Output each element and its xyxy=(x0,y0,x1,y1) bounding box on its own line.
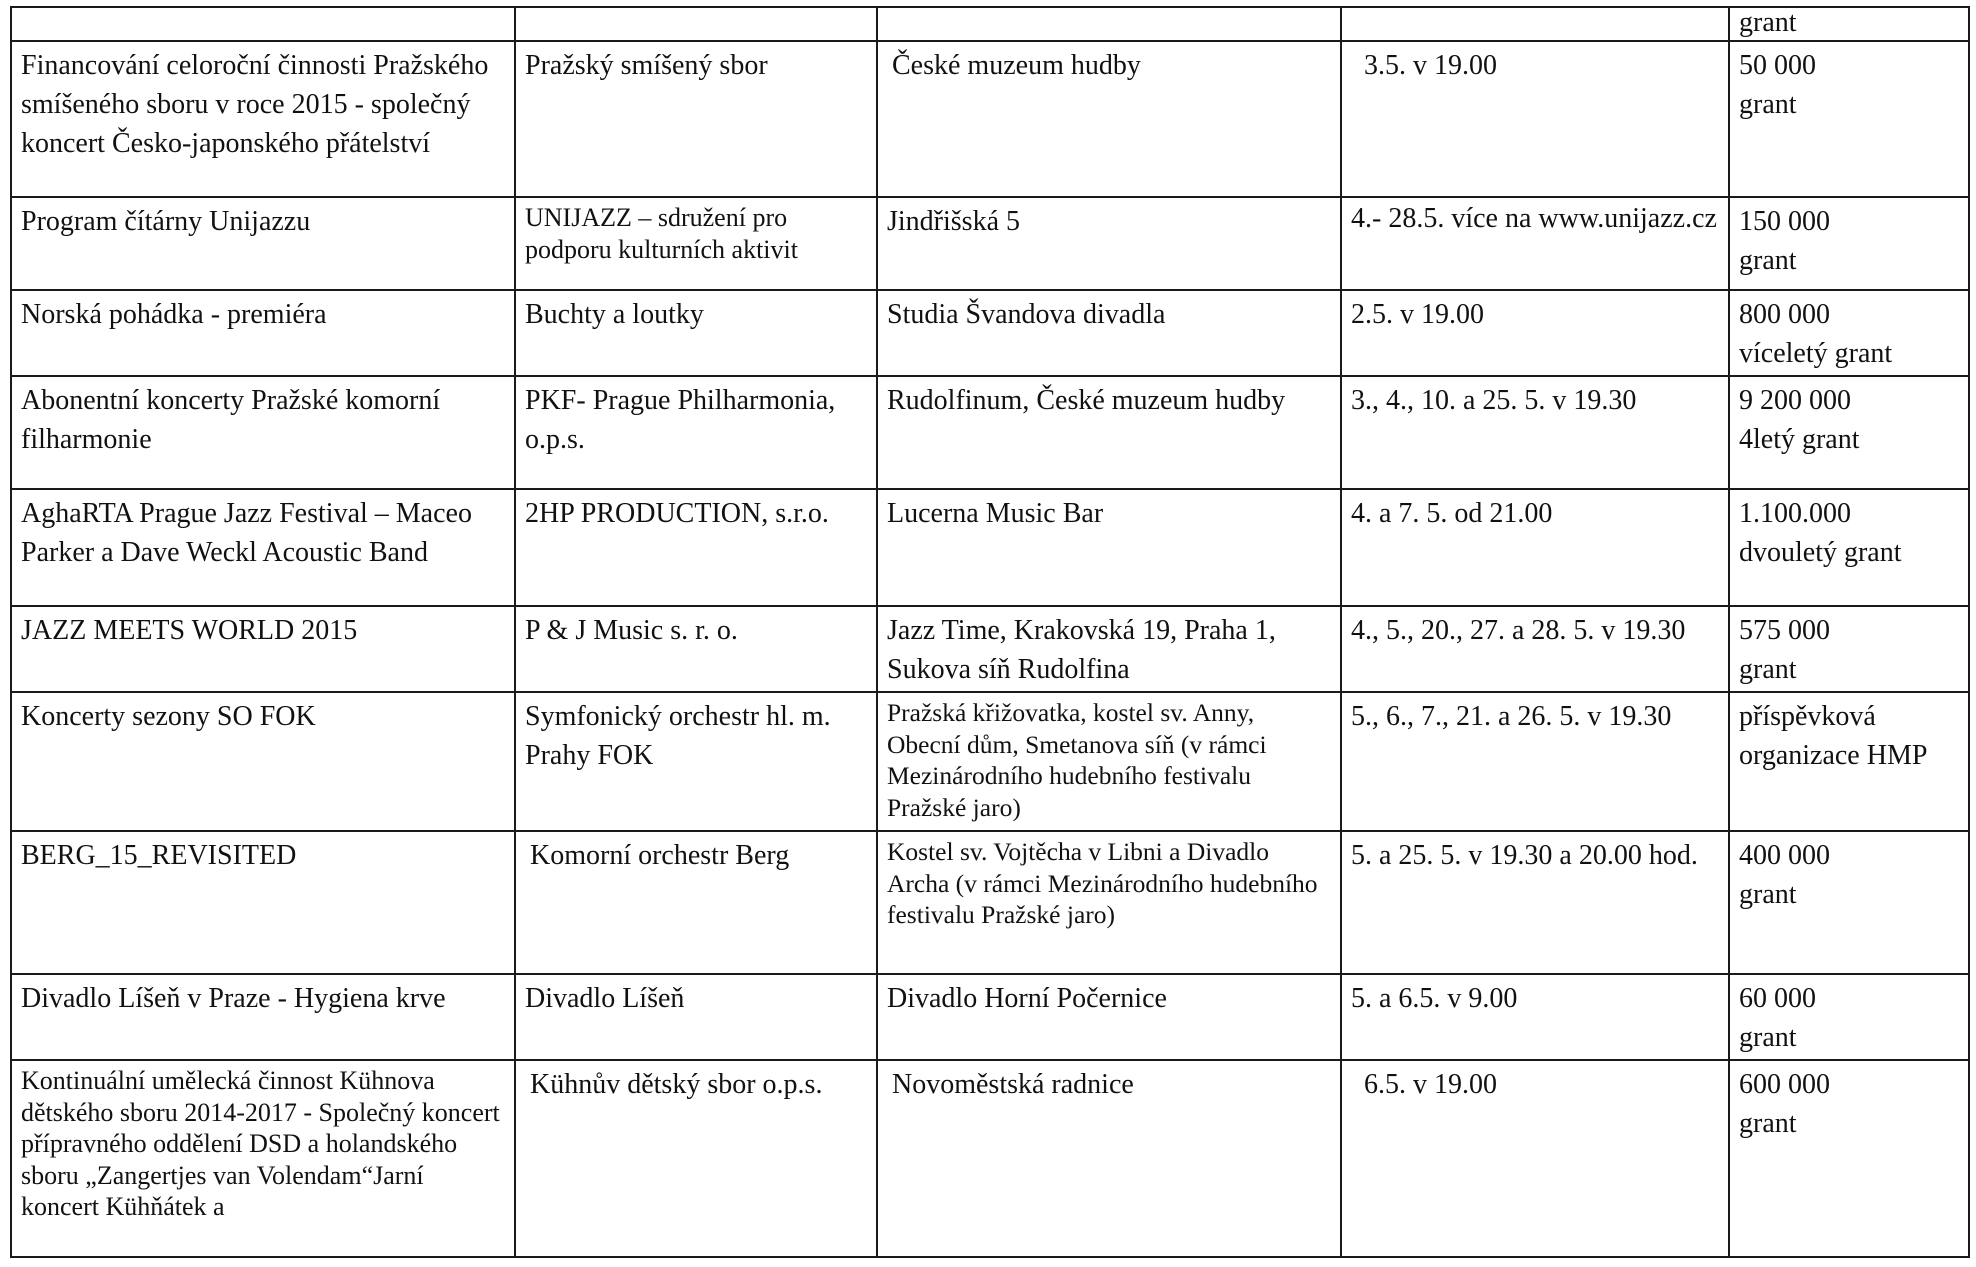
venue-cell xyxy=(877,197,1341,290)
venue-cell xyxy=(877,41,1341,197)
table-row xyxy=(11,606,1969,692)
project-name: BERG_15_REVISITED xyxy=(21,840,297,871)
amount-value: 800 000 xyxy=(1739,299,1830,330)
organizer-cell xyxy=(515,7,877,41)
event-date: 5. a 6.5. v 9.00 xyxy=(1351,983,1518,1014)
amount-cell xyxy=(1729,290,1969,376)
amount-value: 150 000 xyxy=(1739,206,1830,237)
organizer-cell xyxy=(515,606,877,692)
amount-value: 50 000 xyxy=(1739,50,1816,81)
amount-cell xyxy=(1729,606,1969,692)
venue-name: České muzeum hudby xyxy=(892,50,1141,81)
amount-cell xyxy=(1729,692,1969,831)
organizer-name: PKF- Prague Philharmonia, o.p.s. xyxy=(525,385,836,455)
project-cell xyxy=(11,489,515,606)
date-cell xyxy=(1341,974,1729,1060)
venue-cell xyxy=(877,290,1341,376)
table-row xyxy=(11,692,1969,831)
project-name: Koncerty sezony SO FOK xyxy=(21,701,316,732)
project-cell xyxy=(11,1060,515,1257)
project-name: AghaRTA Prague Jazz Festival – Maceo Parker a Dave Weckl Acoustic Band xyxy=(21,498,472,568)
table-row xyxy=(11,376,1969,489)
organizer-name: Divadlo Líšeň xyxy=(525,983,685,1014)
event-date: 6.5. v 19.00 xyxy=(1364,1069,1497,1100)
venue-name: Jindřišská 5 xyxy=(887,206,1020,237)
organizer-cell xyxy=(515,41,877,197)
venue-name: Kostel sv. Vojtěcha v Libni a Divadlo Archa (v rámci Mezinárodního hudebního festivalu Pražské jaro) xyxy=(887,837,1318,929)
organizer-cell xyxy=(515,1060,877,1257)
date-cell xyxy=(1341,197,1729,290)
organizer-cell xyxy=(515,197,877,290)
amount-type: grant xyxy=(1739,245,1797,276)
project-name: Norská pohádka - premiéra xyxy=(21,299,327,330)
event-date: 3., 4., 10. a 25. 5. v 19.30 xyxy=(1351,385,1637,416)
event-date: 4.- 28.5. více na www.unijazz.cz xyxy=(1351,203,1717,234)
amount-value: 575 000 xyxy=(1739,615,1830,646)
organizer-cell xyxy=(515,489,877,606)
project-cell xyxy=(11,692,515,831)
amount-type: grant xyxy=(1739,879,1797,910)
amount-value: 9 200 000 xyxy=(1739,385,1851,416)
amount-type: 4letý grant xyxy=(1739,424,1860,455)
organizer-cell xyxy=(515,290,877,376)
organizer-cell xyxy=(515,376,877,489)
event-date: 5. a 25. 5. v 19.30 a 20.00 hod. xyxy=(1351,840,1698,871)
venue-name: Lucerna Music Bar xyxy=(887,498,1104,529)
table-row xyxy=(11,1060,1969,1257)
event-date: 4., 5., 20., 27. a 28. 5. v 19.30 xyxy=(1351,615,1686,646)
table-row xyxy=(11,974,1969,1060)
project-name: Divadlo Líšeň v Praze - Hygiena krve xyxy=(21,983,446,1014)
project-cell xyxy=(11,831,515,974)
organizer-name: UNIJAZZ – sdružení pro podporu kulturních aktivit xyxy=(525,203,798,264)
event-date: 4. a 7. 5. od 21.00 xyxy=(1351,498,1553,529)
venue-cell xyxy=(877,489,1341,606)
events-table xyxy=(10,6,1970,1258)
project-cell xyxy=(11,974,515,1060)
table-row xyxy=(11,290,1969,376)
amount-cell xyxy=(1729,1060,1969,1257)
date-cell xyxy=(1341,1060,1729,1257)
organizer-name: Pražský smíšený sbor xyxy=(525,50,768,81)
organizer-name: Buchty a loutky xyxy=(525,299,704,330)
project-cell xyxy=(11,41,515,197)
amount-cell xyxy=(1729,41,1969,197)
amount-value: 400 000 xyxy=(1739,840,1830,871)
organizer-cell xyxy=(515,974,877,1060)
organizer-name: Komorní orchestr Berg xyxy=(530,840,790,871)
venue-name: Novoměstská radnice xyxy=(892,1069,1134,1100)
date-cell xyxy=(1341,831,1729,974)
table-row xyxy=(11,7,1969,41)
amount-cell xyxy=(1729,376,1969,489)
project-cell xyxy=(11,376,515,489)
project-name: JAZZ MEETS WORLD 2015 xyxy=(21,615,358,646)
project-cell xyxy=(11,606,515,692)
project-name: Financování celoroční činnosti Pražského smíšeného sboru v roce 2015 - společný koncert Česko-japonského přátelství xyxy=(21,50,489,159)
venue-cell xyxy=(877,606,1341,692)
project-cell xyxy=(11,197,515,290)
amount-type: grant xyxy=(1739,1022,1797,1053)
organizer-cell xyxy=(515,831,877,974)
amount-cell xyxy=(1729,7,1969,41)
venue-name: Rudolfinum, České muzeum hudby xyxy=(887,385,1286,416)
date-cell xyxy=(1341,7,1729,41)
venue-name: Studia Švandova divadla xyxy=(887,299,1166,330)
amount-cell xyxy=(1729,831,1969,974)
date-cell xyxy=(1341,290,1729,376)
amount-type: víceletý grant xyxy=(1739,338,1893,369)
amount-value: 60 000 xyxy=(1739,983,1816,1014)
amount-value: 600 000 xyxy=(1739,1069,1830,1100)
date-cell xyxy=(1341,489,1729,606)
amount-type: grant xyxy=(1739,7,1797,38)
date-cell xyxy=(1341,41,1729,197)
table-row xyxy=(11,41,1969,197)
amount-type: grant xyxy=(1739,1108,1797,1139)
date-cell xyxy=(1341,692,1729,831)
amount-cell xyxy=(1729,489,1969,606)
venue-name: Jazz Time, Krakovská 19, Praha 1, Sukova síň Rudolfina xyxy=(887,615,1276,685)
project-name: Program čítárny Unijazzu xyxy=(21,206,311,237)
venue-name: Pražská křižovatka, kostel sv. Anny, Obecní dům, Smetanova síň (v rámci Mezinárodního hudebního festivalu Pražské jaro) xyxy=(887,698,1267,822)
project-name: Abonentní koncerty Pražské komorní filharmonie xyxy=(21,385,441,455)
venue-cell xyxy=(877,1060,1341,1257)
venue-name: Divadlo Horní Počernice xyxy=(887,983,1167,1014)
amount-type: dvouletý grant xyxy=(1739,537,1902,568)
organizer-cell xyxy=(515,692,877,831)
amount-cell xyxy=(1729,197,1969,290)
organizer-name: 2HP PRODUCTION, s.r.o. xyxy=(525,498,829,529)
project-cell xyxy=(11,7,515,41)
venue-cell xyxy=(877,974,1341,1060)
table-row xyxy=(11,197,1969,290)
date-cell xyxy=(1341,606,1729,692)
table-row xyxy=(11,489,1969,606)
event-date: 2.5. v 19.00 xyxy=(1351,299,1484,330)
event-date: 5., 6., 7., 21. a 26. 5. v 19.30 xyxy=(1351,701,1672,732)
organizer-name: P & J Music s. r. o. xyxy=(525,615,738,646)
venue-cell xyxy=(877,831,1341,974)
organizer-name: Kühnův dětský sbor o.p.s. xyxy=(530,1069,823,1100)
project-name: Kontinuální umělecká činnost Kühnova dětského sboru 2014-2017 - Společný koncert přípravného oddělení DSD a holandského sboru „Zangertjes van Volendam“Jarní koncert Kühňátek a xyxy=(21,1066,500,1221)
project-cell xyxy=(11,290,515,376)
date-cell xyxy=(1341,376,1729,489)
organizer-name: Symfonický orchestr hl. m. Prahy FOK xyxy=(525,701,831,771)
table-row xyxy=(11,831,1969,974)
event-date: 3.5. v 19.00 xyxy=(1364,50,1497,81)
amount-value: příspěvková organizace HMP xyxy=(1739,701,1928,771)
amount-type: grant xyxy=(1739,654,1797,685)
venue-cell xyxy=(877,7,1341,41)
venue-cell xyxy=(877,376,1341,489)
amount-cell xyxy=(1729,974,1969,1060)
amount-type: grant xyxy=(1739,89,1797,120)
venue-cell xyxy=(877,692,1341,831)
amount-value: 1.100.000 xyxy=(1739,498,1851,529)
